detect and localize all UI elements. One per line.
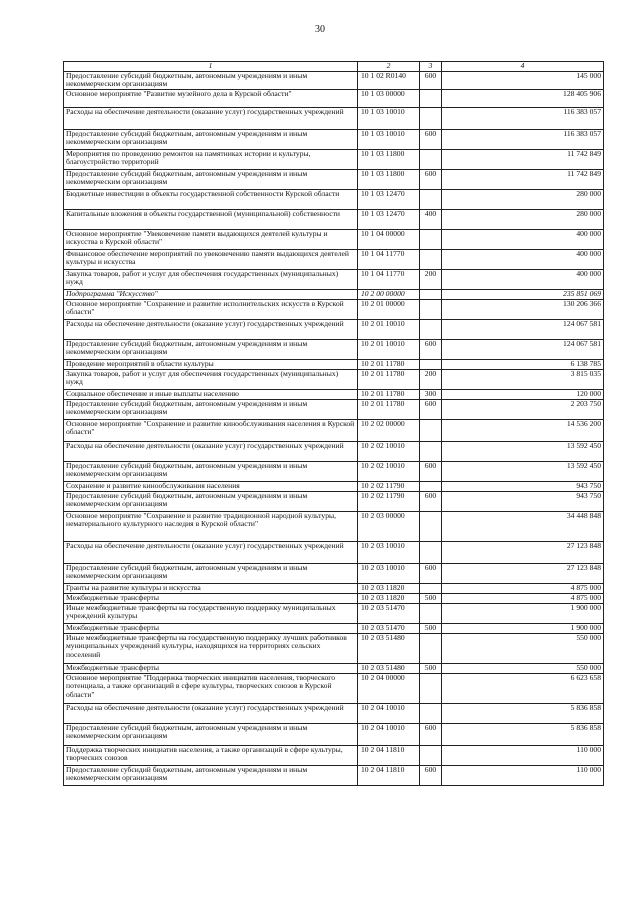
table-row [64,129,604,149]
cell-amount: 6 138 785 [442,359,604,369]
cell-vr [420,299,442,319]
header-col-code: 2 [358,62,420,72]
cell-amount: 280 000 [442,189,604,209]
cell-vr [420,89,442,107]
cell-vr [420,603,442,623]
cell-code: 10 1 02 R0140 [358,71,420,89]
cell-code: 10 1 04 11770 [358,249,420,269]
cell-code: 10 2 01 10010 [358,319,420,339]
cell-amount: 124 067 581 [442,319,604,339]
cell-name: Мероприятия по проведению ремонтов на памятниках истории и культуры, благоустройство территорий [64,149,358,169]
cell-vr [420,481,442,491]
cell-vr [420,583,442,593]
cell-amount: 11 742 849 [442,169,604,189]
cell-code: 10 2 02 00000 [358,419,420,441]
cell-code: 10 2 04 11810 [358,765,420,785]
cell-code: 10 1 04 00000 [358,229,420,249]
cell-code: 10 1 03 12470 [358,209,420,229]
cell-code: 10 1 03 11800 [358,149,420,169]
cell-code: 10 2 02 10010 [358,461,420,481]
cell-name: Финансовое обеспечение мероприятий по увековечению памяти выдающихся деятелей культуры и искусства [64,249,358,269]
table-row [64,481,604,491]
cell-amount: 13 592 450 [442,441,604,461]
cell-code: 10 2 02 11790 [358,491,420,511]
table-row [64,107,604,129]
cell-vr [420,703,442,723]
cell-code: 10 2 03 11820 [358,583,420,593]
cell-name: Основное мероприятие "Сохранение и развитие традиционной народной культуры, нематериального культурного наследия в Курской области" [64,511,358,541]
cell-vr [420,319,442,339]
cell-code: 10 1 03 12470 [358,189,420,209]
cell-vr: 600 [420,399,442,419]
cell-name: Предоставление субсидий бюджетным, автономным учреждениям и иным некоммерческим организациям [64,723,358,745]
table-row [64,593,604,603]
table-row [64,541,604,563]
cell-code: 10 2 04 10010 [358,723,420,745]
cell-vr: 400 [420,209,442,229]
header-col-vr: 3 [420,62,442,72]
cell-name: Проведение мероприятий в области культуры [64,359,358,369]
cell-vr [420,511,442,541]
table-body [64,71,604,785]
cell-amount: 1 900 000 [442,623,604,633]
cell-amount: 2 203 750 [442,399,604,419]
cell-name: Расходы на обеспечение деятельности (оказание услуг) государственных учреждений [64,319,358,339]
cell-amount: 110 000 [442,745,604,765]
cell-vr: 200 [420,269,442,289]
header-col-amount: 4 [442,62,604,72]
cell-code: 10 2 01 11780 [358,389,420,399]
table-row [64,389,604,399]
cell-name: Закупка товаров, работ и услуг для обеспечения государственных (муниципальных) нужд [64,369,358,389]
cell-code: 10 2 03 11820 [358,593,420,603]
cell-name: Иные межбюджетные трансферты на государственную поддержку муниципальных учреждений культуры [64,603,358,623]
cell-amount: 280 000 [442,209,604,229]
header-row [64,62,604,72]
cell-name: Предоставление субсидий бюджетным, автономным учреждениям и иным некоммерческим организациям [64,169,358,189]
table-row [64,663,604,673]
cell-amount: 128 405 906 [442,89,604,107]
cell-code: 10 2 03 10010 [358,563,420,583]
cell-amount: 124 067 581 [442,339,604,359]
cell-name: Гранты на развитие культуры и искусства [64,583,358,593]
cell-amount: 6 623 658 [442,673,604,703]
cell-name: Иные межбюджетные трансферты на государственную поддержку лучших работников муниципальных учреждений культуры, находящихся на территориях сельских поселений [64,633,358,663]
cell-name: Предоставление субсидий бюджетным, автономным учреждениям и иным некоммерческим организациям [64,461,358,481]
cell-name: Закупка товаров, работ и услуг для обеспечения государственных (муниципальных) нужд [64,269,358,289]
cell-code: 10 2 03 51480 [358,633,420,663]
cell-vr: 600 [420,491,442,511]
table-row [64,299,604,319]
cell-amount: 110 000 [442,765,604,785]
cell-vr [420,289,442,299]
table-row [64,71,604,89]
cell-amount: 13 592 450 [442,461,604,481]
table-row [64,633,604,663]
table-row [64,89,604,107]
cell-name: Межбюджетные трансферты [64,593,358,603]
table-row [64,563,604,583]
cell-code: 10 2 00 00000 [358,289,420,299]
table-row [64,673,604,703]
cell-vr: 600 [420,563,442,583]
cell-name: Расходы на обеспечение деятельности (оказание услуг) государственных учреждений [64,703,358,723]
cell-amount: 34 448 848 [442,511,604,541]
cell-code: 10 2 04 10010 [358,703,420,723]
header-col-name: 1 [64,62,358,72]
cell-name: Предоставление субсидий бюджетным, автономным учреждениям и иным некоммерческим организациям [64,399,358,419]
table-row [64,603,604,623]
cell-name: Расходы на обеспечение деятельности (оказание услуг) государственных учреждений [64,541,358,563]
cell-vr [420,359,442,369]
cell-vr: 200 [420,369,442,389]
cell-amount: 400 000 [442,229,604,249]
cell-name: Подпрограмма "Искусство" [64,289,358,299]
cell-vr: 600 [420,129,442,149]
cell-code: 10 2 01 10010 [358,339,420,359]
cell-name: Расходы на обеспечение деятельности (оказание услуг) государственных учреждений [64,107,358,129]
cell-name: Социальное обеспечение и иные выплаты населению [64,389,358,399]
cell-amount: 550 000 [442,633,604,663]
cell-vr: 500 [420,663,442,673]
table-row [64,339,604,359]
cell-vr: 600 [420,461,442,481]
cell-name: Капитальные вложения в объекты государственной (муниципальной) собственности [64,209,358,229]
cell-amount: 943 750 [442,481,604,491]
cell-vr [420,745,442,765]
table-row [64,369,604,389]
cell-vr [420,419,442,441]
cell-amount: 120 000 [442,389,604,399]
cell-vr: 600 [420,339,442,359]
cell-code: 10 1 04 11770 [358,269,420,289]
cell-amount: 14 536 200 [442,419,604,441]
table-row [64,249,604,269]
cell-name: Основное мероприятие "Развитие музейного дела в Курской области" [64,89,358,107]
table-row [64,511,604,541]
cell-amount: 130 206 366 [442,299,604,319]
table-row [64,491,604,511]
table-row [64,399,604,419]
cell-name: Основное мероприятие "Увековечение памяти выдающихся деятелей культуры и искусства в Курской области" [64,229,358,249]
cell-name: Межбюджетные трансферты [64,623,358,633]
cell-code: 10 2 01 00000 [358,299,420,319]
cell-code: 10 2 01 11780 [358,399,420,419]
table-row [64,209,604,229]
table-row [64,289,604,299]
cell-amount: 5 836 858 [442,703,604,723]
table-row [64,319,604,339]
cell-amount: 400 000 [442,249,604,269]
cell-amount: 3 815 035 [442,369,604,389]
cell-vr: 500 [420,623,442,633]
cell-vr [420,189,442,209]
cell-code: 10 1 03 10010 [358,107,420,129]
cell-vr [420,673,442,703]
cell-code: 10 1 03 11800 [358,169,420,189]
cell-name: Предоставление субсидий бюджетным, автономным учреждениям и иным некоммерческим организациям [64,563,358,583]
cell-name: Расходы на обеспечение деятельности (оказание услуг) государственных учреждений [64,441,358,461]
cell-vr [420,149,442,169]
cell-vr [420,249,442,269]
cell-vr: 600 [420,723,442,745]
table-row [64,703,604,723]
cell-vr: 600 [420,71,442,89]
cell-vr [420,633,442,663]
cell-vr: 500 [420,593,442,603]
table-row [64,149,604,169]
cell-amount: 4 875 000 [442,593,604,603]
table-row [64,723,604,745]
cell-amount: 116 383 057 [442,107,604,129]
cell-vr: 300 [420,389,442,399]
cell-amount: 550 000 [442,663,604,673]
cell-code: 10 2 03 51470 [358,603,420,623]
table-row [64,169,604,189]
cell-amount: 145 000 [442,71,604,89]
cell-amount: 400 000 [442,269,604,289]
table-row [64,765,604,785]
cell-name: Предоставление субсидий бюджетным, автономным учреждениям и иным некоммерческим организациям [64,71,358,89]
table-row [64,229,604,249]
table-row [64,269,604,289]
table-row [64,461,604,481]
cell-amount: 235 851 069 [442,289,604,299]
cell-name: Предоставление субсидий бюджетным, автономным учреждениям и иным некоммерческим организациям [64,339,358,359]
cell-code: 10 2 01 11780 [358,369,420,389]
cell-name: Основное мероприятие "Поддержка творческих инициатив населения, творческого потенциала, а также организаций в сфере культуры, творческих союзов в Курской области" [64,673,358,703]
table-row [64,359,604,369]
cell-amount: 27 123 848 [442,563,604,583]
cell-code: 10 2 03 00000 [358,511,420,541]
cell-code: 10 2 03 51470 [358,623,420,633]
cell-vr [420,441,442,461]
cell-code: 10 2 04 00000 [358,673,420,703]
cell-code: 10 1 03 00000 [358,89,420,107]
cell-code: 10 2 02 11790 [358,481,420,491]
cell-name: Межбюджетные трансферты [64,663,358,673]
cell-name: Бюджетные инвестиции в объекты государственной собственности Курской области [64,189,358,209]
cell-name: Основное мероприятие "Сохранение и развитие исполнительских искусств в Курской области" [64,299,358,319]
table-row [64,623,604,633]
cell-code: 10 1 03 10010 [358,129,420,149]
cell-code: 10 2 01 11780 [358,359,420,369]
cell-code: 10 2 03 10010 [358,541,420,563]
cell-amount: 11 742 849 [442,149,604,169]
cell-vr: 600 [420,765,442,785]
cell-amount: 4 875 000 [442,583,604,593]
budget-table [63,61,604,786]
cell-name: Поддержка творческих инициатив населения, а также организаций в сфере культуры, творческих союзов [64,745,358,765]
cell-name: Предоставление субсидий бюджетным, автономным учреждениям и иным некоммерческим организациям [64,491,358,511]
table-row [64,189,604,209]
cell-name: Предоставление субсидий бюджетным, автономным учреждениям и иным некоммерческим организациям [64,129,358,149]
table-row [64,583,604,593]
table-row [64,745,604,765]
page-number: 30 [315,24,325,35]
cell-amount: 1 900 000 [442,603,604,623]
cell-code: 10 2 03 51480 [358,663,420,673]
cell-amount: 116 383 057 [442,129,604,149]
cell-vr [420,541,442,563]
cell-code: 10 2 02 10010 [358,441,420,461]
cell-amount: 943 750 [442,491,604,511]
cell-vr [420,229,442,249]
table-row [64,419,604,441]
cell-vr [420,107,442,129]
cell-name: Основное мероприятие "Сохранение и развитие кинообслуживания населения в Курской области" [64,419,358,441]
cell-amount: 27 123 848 [442,541,604,563]
cell-amount: 5 836 858 [442,723,604,745]
cell-name: Предоставление субсидий бюджетным, автономным учреждениям и иным некоммерческим организациям [64,765,358,785]
cell-code: 10 2 04 11810 [358,745,420,765]
cell-name: Сохранение и развитие кинообслуживания населения [64,481,358,491]
cell-vr: 600 [420,169,442,189]
table-row [64,441,604,461]
